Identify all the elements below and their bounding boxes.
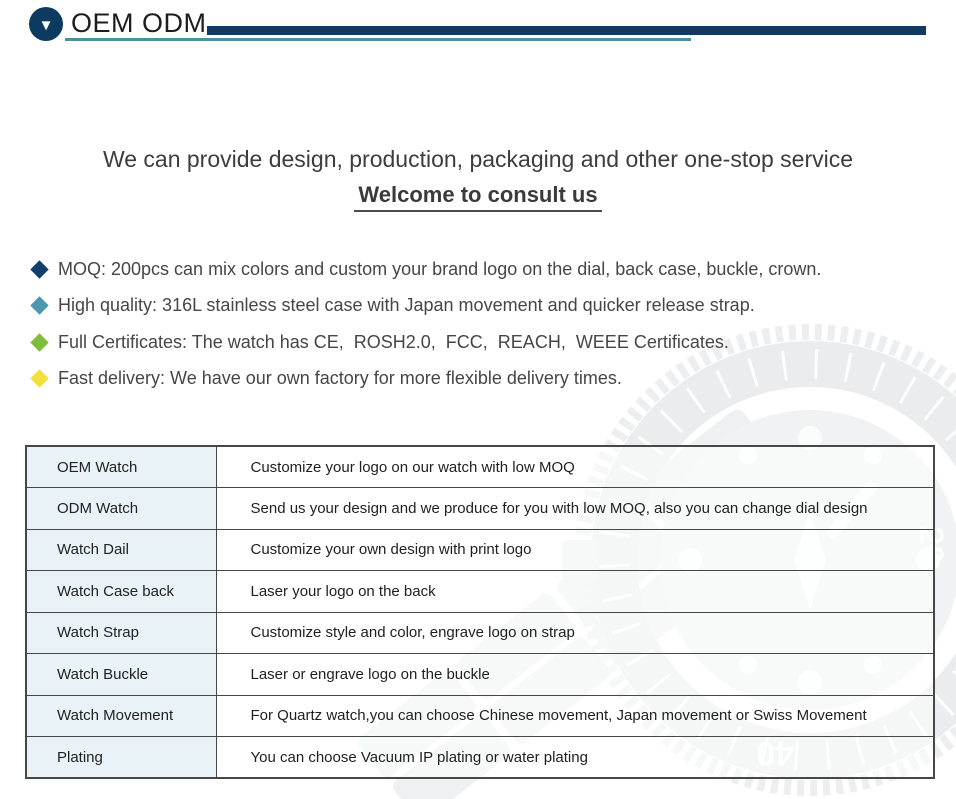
row-description: You can choose Vacuum IP plating or water plating <box>216 737 934 779</box>
list-item <box>30 369 930 389</box>
section-title: OEM ODM <box>71 8 207 38</box>
intro-subheadline: Welcome to consult us <box>354 182 601 212</box>
brand-logo <box>29 7 63 41</box>
row-description: Laser or engrave logo on the buckle <box>216 654 934 696</box>
table-row <box>26 488 934 530</box>
table-row <box>26 654 934 696</box>
intro-block <box>0 146 956 212</box>
row-description: Laser your logo on the back <box>216 571 934 613</box>
table-row <box>26 612 934 654</box>
feature-bullet-list <box>30 259 930 405</box>
table-row <box>26 529 934 571</box>
table-row <box>26 695 934 737</box>
intro-headline: We can provide design, production, packaging and other one-stop service <box>102 146 854 172</box>
row-label: ODM Watch <box>26 488 216 530</box>
list-item <box>30 332 930 352</box>
diamond-icon <box>30 260 48 278</box>
bullet-text: Fast delivery: We have our own factory for more flexible delivery times. <box>58 368 622 388</box>
row-description: Customize style and color, engrave logo on strap <box>216 612 934 654</box>
diamond-icon <box>30 296 48 314</box>
row-label: Watch Strap <box>26 612 216 654</box>
bullet-text: High quality: 316L stainless steel case with Japan movement and quicker release strap. <box>58 295 755 315</box>
row-description: For Quartz watch,you can choose Chinese movement, Japan movement or Swiss Movement <box>216 695 934 737</box>
row-label: Watch Dail <box>26 529 216 571</box>
table-row <box>26 446 934 488</box>
row-label: OEM Watch <box>26 446 216 488</box>
row-label: Watch Movement <box>26 695 216 737</box>
header-teal-underline <box>65 38 691 41</box>
bullet-text: MOQ: 200pcs can mix colors and custom your brand logo on the dial, back case, buckle, crown. <box>58 258 822 279</box>
diamond-icon <box>30 369 48 387</box>
diamond-icon <box>30 333 48 351</box>
row-description: Customize your own design with print logo <box>216 529 934 571</box>
triangle-down-icon: ▼ <box>38 16 54 34</box>
bullet-text: Full Certificates: The watch has CE, ROSH2.0, FCC, REACH, WEEE Certificates. <box>58 331 729 352</box>
row-description: Customize your logo on our watch with low MOQ <box>216 446 934 488</box>
table-row <box>26 737 934 779</box>
list-item <box>30 259 930 279</box>
page-header <box>0 0 956 56</box>
header-navy-bar <box>207 26 926 35</box>
row-description: Send us your design and we produce for you with low MOQ, also you can change dial design <box>216 488 934 530</box>
row-label: Watch Buckle <box>26 654 216 696</box>
table-row <box>26 571 934 613</box>
row-label: Watch Case back <box>26 571 216 613</box>
row-label: Plating <box>26 737 216 779</box>
list-item <box>30 296 930 316</box>
services-table <box>25 445 935 779</box>
